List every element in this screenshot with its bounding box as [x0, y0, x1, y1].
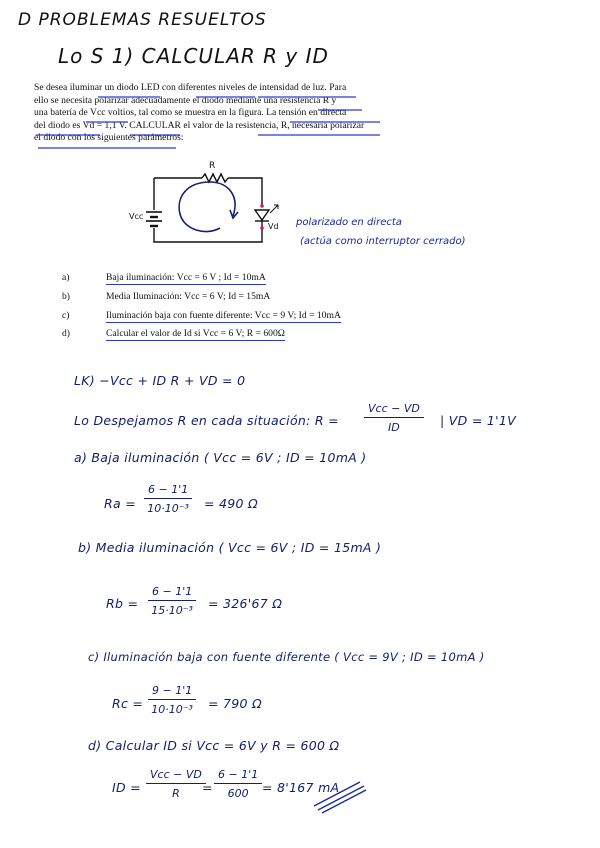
- statement-line: del diodo es Vd = 1,1 V. CALCULAR el valor de la resistencia, R, necesaria polarizar: [34, 119, 365, 131]
- general-fraction: [364, 402, 424, 434]
- vd-value-note: | VD = 1'1V: [440, 413, 516, 428]
- case-b-title: b) Media iluminación ( Vcc = 6V ; ID = 15mA ): [78, 540, 382, 555]
- case-d-title: d) Calcular ID si Vcc = 6V y R = 600 Ω: [88, 738, 340, 753]
- case-d-fraction-2: [214, 768, 262, 800]
- fraction-denominator: ID: [388, 421, 400, 434]
- case-d-equals: =: [202, 780, 213, 795]
- case-b-result: = 326'67 Ω: [208, 596, 283, 611]
- circuit-diagram: [110, 158, 300, 258]
- case-a-lhs: Ra =: [104, 496, 136, 511]
- current-loop-arrow: [179, 182, 235, 232]
- case-text: Media Iluminación: Vcc = 6 V; Id = 15mA: [106, 291, 271, 302]
- case-text: Baja iluminación: Vcc = 6 V ; Id = 10mA: [106, 272, 266, 283]
- statement-line: el diodo con los siguientes parámetros:: [34, 132, 184, 144]
- case-text: Calcular el valor de Id si Vcc = 6 V; R = 600Ω: [106, 328, 285, 339]
- statement-line: una batería de Vcc voltios, tal como se muestra en la figura. La tensión en directa: [34, 107, 347, 119]
- circuit-wire-bottom: [154, 228, 262, 242]
- case-b-lhs: Rb =: [106, 596, 139, 611]
- statement-line: Se desea iluminar un diodo LED con diferentes niveles de intensidad de luz. Para: [34, 82, 347, 93]
- diode-label: Vd: [268, 222, 279, 231]
- diode-note-line1: polarizado en directa: [296, 217, 402, 228]
- fraction-denominator: 10·10⁻³: [151, 703, 193, 716]
- page-title: D PROBLEMAS RESUELTOS: [18, 10, 267, 30]
- case-a-result: = 490 Ω: [204, 496, 258, 511]
- fraction-denominator: R: [172, 787, 180, 800]
- fraction-denominator: 10·10⁻³: [147, 502, 189, 515]
- case-label: a): [62, 272, 70, 283]
- resistor-label: R: [209, 161, 216, 171]
- case-text: Iluminación baja con fuente diferente: Vcc = 9 V; Id = 10mA: [106, 310, 341, 321]
- fraction-numerator: Vcc − VD: [364, 402, 424, 418]
- case-d-lhs: ID =: [112, 780, 141, 795]
- fraction-numerator: 6 − 1'1: [144, 483, 192, 499]
- fraction-numerator: Vcc − VD: [146, 768, 206, 784]
- case-b-fraction: [148, 585, 196, 617]
- case-c-lhs: Rc =: [112, 696, 144, 711]
- case-c-result: = 790 Ω: [208, 696, 262, 711]
- fraction-denominator: 15·10⁻³: [151, 604, 193, 617]
- circuit-wire-top-right: [228, 178, 262, 206]
- statement-line: ello se necesita polarizar adecuadamente el diodo mediante una resistencia R y: [34, 94, 337, 106]
- case-d-fraction-1: [146, 768, 206, 800]
- case-label: b): [62, 291, 70, 302]
- source-label: Vcc: [129, 212, 144, 221]
- result-highlight-scribble: [310, 776, 370, 816]
- fraction-denominator: 600: [227, 787, 249, 800]
- battery-symbol: [146, 212, 162, 226]
- solve-r-statement: Lo Despejamos R en cada situación: R =: [74, 413, 339, 428]
- resistor-symbol: [202, 174, 228, 182]
- fraction-numerator: 9 − 1'1: [148, 684, 196, 700]
- case-a-title: a) Baja iluminación ( Vcc = 6V ; ID = 10mA ): [74, 450, 367, 465]
- statement-underlines: [0, 0, 600, 160]
- fraction-numerator: 6 − 1'1: [148, 585, 196, 601]
- problem-subtitle: Lo S 1) CALCULAR R y ID: [58, 44, 329, 68]
- diode-note-line2: (actúa como interruptor cerrado): [300, 236, 466, 247]
- case-label: d): [62, 328, 70, 339]
- kirchhoff-equation: LK) −Vcc + ID R + VD = 0: [74, 373, 246, 388]
- case-a-fraction: [144, 483, 192, 515]
- case-c-fraction: [148, 684, 196, 716]
- fraction-numerator: 6 − 1'1: [214, 768, 262, 784]
- case-c-title: c) Iluminación baja con fuente diferente ( Vcc = 9V ; ID = 10mA ): [88, 650, 485, 664]
- case-d-result: = 8'167 mA: [262, 780, 340, 795]
- case-label: c): [62, 310, 70, 321]
